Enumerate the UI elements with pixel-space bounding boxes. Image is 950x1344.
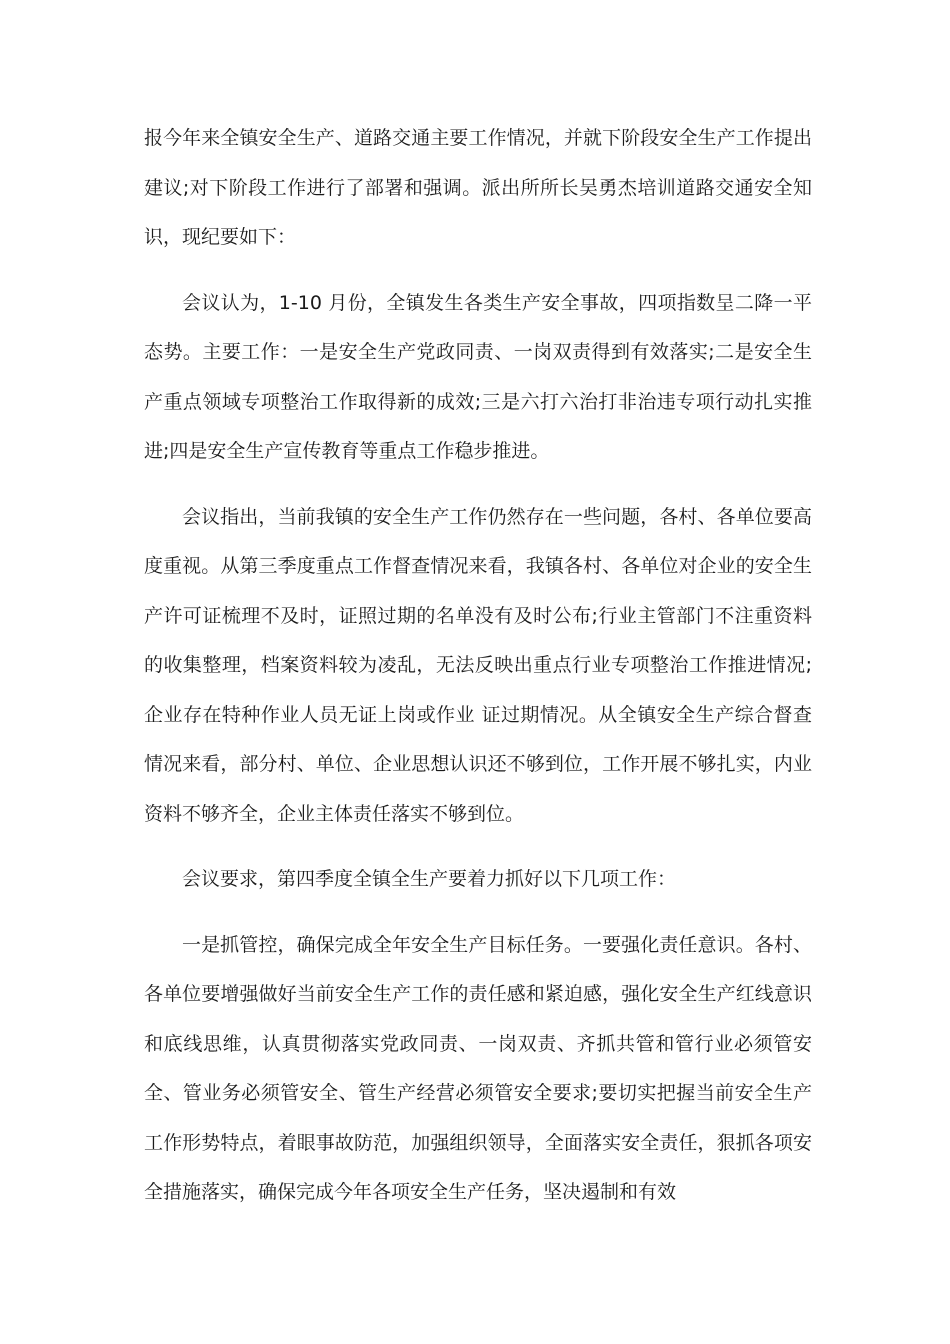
paragraph-meeting-problems: 会议指出，当前我镇的安全生产工作仍然存在一些问题，各村、各单位要高度重视。从第三季度重点工作督查情况来看，我镇各村、各单位对企业的安全生产许可证梳理不及时，证照过期的名单没有及时公布;行业主管部门不注重资料的收集整理，档案资料较为凌乱，无法反映出重点行业专项整治工作推进情况;企业存在特种作业人员无证上岗或作业 证过期情况。从全镇安全生产综合督查情况来看，部分村、单位、企业思想认识还不够到位，工作开展不够扎实，内业资料不够齐全，企业主体责任落实不够到位。 [144,505,812,825]
document-body [144,114,812,1234]
paragraph-meeting-requirements: 会议要求，第四季度全镇全生产要着力抓好以下几项工作： [182,868,677,890]
paragraph-intro: 报今年来全镇安全生产、道路交通主要工作情况，并就下阶段安全生产工作提出建议;对下阶段工作进行了部署和强调。派出所所长吴勇杰培训道路交通安全知识，现纪要如下： [144,127,812,248]
paragraph-meeting-findings: 会议认为，1-10 月份，全镇发生各类生产安全事故，四项指数呈二降一平态势。主要工作：一是安全生产党政同责、一岗双责得到有效落实;二是安全生产重点领域专项整治工作取得新的成效;三是六打六治打非治违专项行动扎实推进;四是安全生产宣传教育等重点工作稳步推进。 [144,291,812,462]
paragraph-task-one: 一是抓管控，确保完成全年安全生产目标任务。一要强化责任意识。各村、各单位要增强做好当前安全生产工作的责任感和紧迫感，强化安全生产红线意识和底线思维，认真贯彻落实党政同责、一岗双责、齐抓共管和管行业必须管安全、管业务必须管安全、管生产经营必须管安全要求;要切实把握当前安全生产工作形势特点，着眼事故防范，加强组织领导，全面落实安全责任，狠抓各项安 全措施落实，确保完成今年各项安全生产任务，坚决遏制和有效 [144,933,812,1203]
